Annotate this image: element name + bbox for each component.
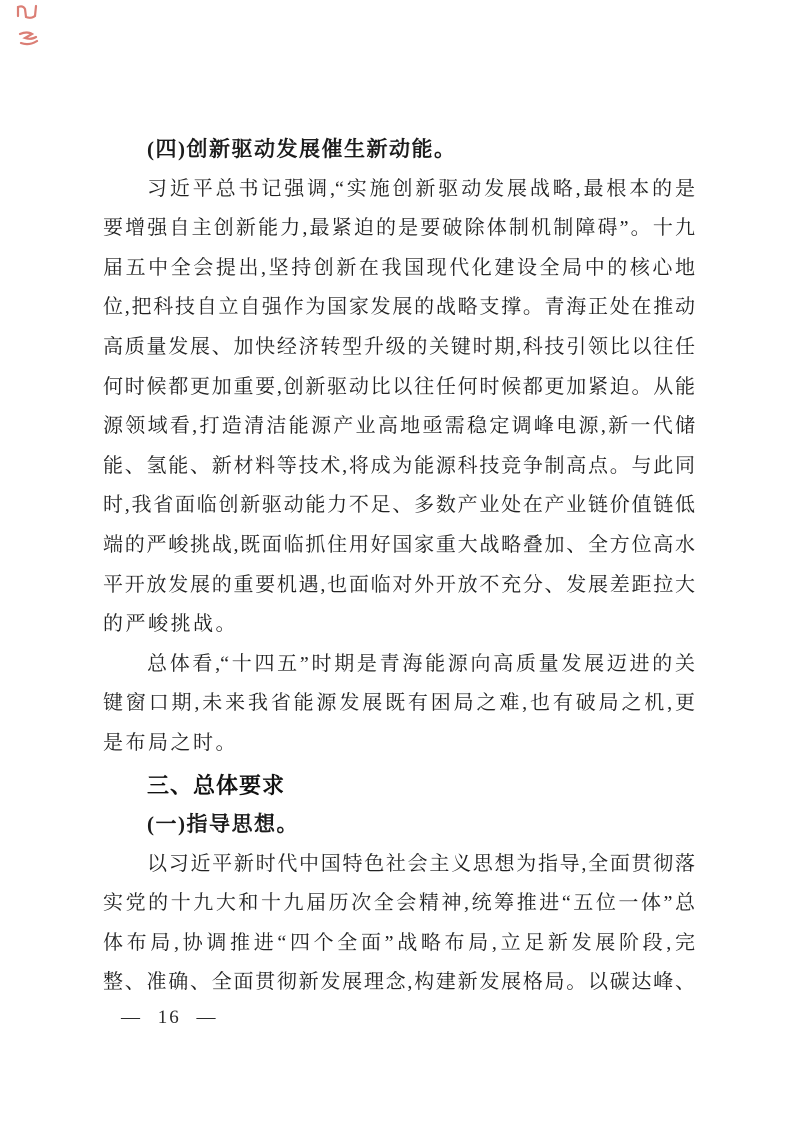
text-line: 整、准确、全面贯彻新发展理念,构建新发展格局。以碳达峰、 — [103, 971, 695, 994]
red-scribble-mark-1-icon — [15, 3, 41, 21]
text-line: 届五中全会提出,坚持创新在我国现代化建设全局中的核心地 — [103, 256, 695, 279]
text-line: 键窗口期,未来我省能源发展既有困局之难,也有破局之机,更 — [103, 692, 695, 715]
text-line: 以习近平新时代中国特色社会主义思想为指导,全面贯彻落 — [147, 852, 695, 875]
page-number: — 16 — — [121, 1007, 218, 1028]
document-body — [103, 130, 695, 1003]
text-line: 源领域看,打造清洁能源产业高地亟需稳定调峰电源,新一代储 — [103, 415, 695, 438]
text-line: 高质量发展、加快经济转型升级的关键时期,科技引领比以往任 — [103, 335, 695, 358]
text-line: 能、氢能、新材料等技术,将成为能源科技竞争制高点。与此同 — [103, 454, 695, 477]
text-line: 总体看,“十四五”时期是青海能源向高质量发展迈进的关 — [147, 652, 695, 675]
text-line: 三、总体要求 — [147, 772, 286, 798]
text-line: 位,把科技自立自强作为国家发展的战略支撑。青海正处在推动 — [103, 296, 695, 319]
text-line: 实党的十九大和十九届历次全会精神,统筹推进“五位一体”总 — [103, 892, 695, 915]
text-line: 的严峻挑战。 — [103, 613, 238, 636]
text-line: 端的严峻挑战,既面临抓住用好国家重大战略叠加、全方位高水 — [103, 533, 695, 556]
text-line: (四)创新驱动发展催生新动能。 — [147, 137, 457, 161]
text-line: 何时候都更加重要,创新驱动比以往任何时候都更加紧迫。从能 — [103, 375, 695, 398]
text-line: 时,我省面临创新驱动能力不足、多数产业处在产业链价值链低 — [103, 494, 695, 517]
text-line: 体布局,协调推进“四个全面”战略布局,立足新发展阶段,完 — [103, 931, 695, 954]
text-line: 平开放发展的重要机遇,也面临对外开放不充分、发展差距拉大 — [103, 573, 695, 596]
text-line: (一)指导思想。 — [147, 812, 299, 837]
text-line: 要增强自主创新能力,最紧迫的是要破除体制机制障碍”。十九 — [103, 217, 695, 240]
text-line: 习近平总书记强调,“实施创新驱动发展战略,最根本的是 — [147, 177, 695, 200]
text-line: 是布局之时。 — [103, 731, 238, 754]
red-scribble-mark-2-icon — [17, 29, 41, 47]
